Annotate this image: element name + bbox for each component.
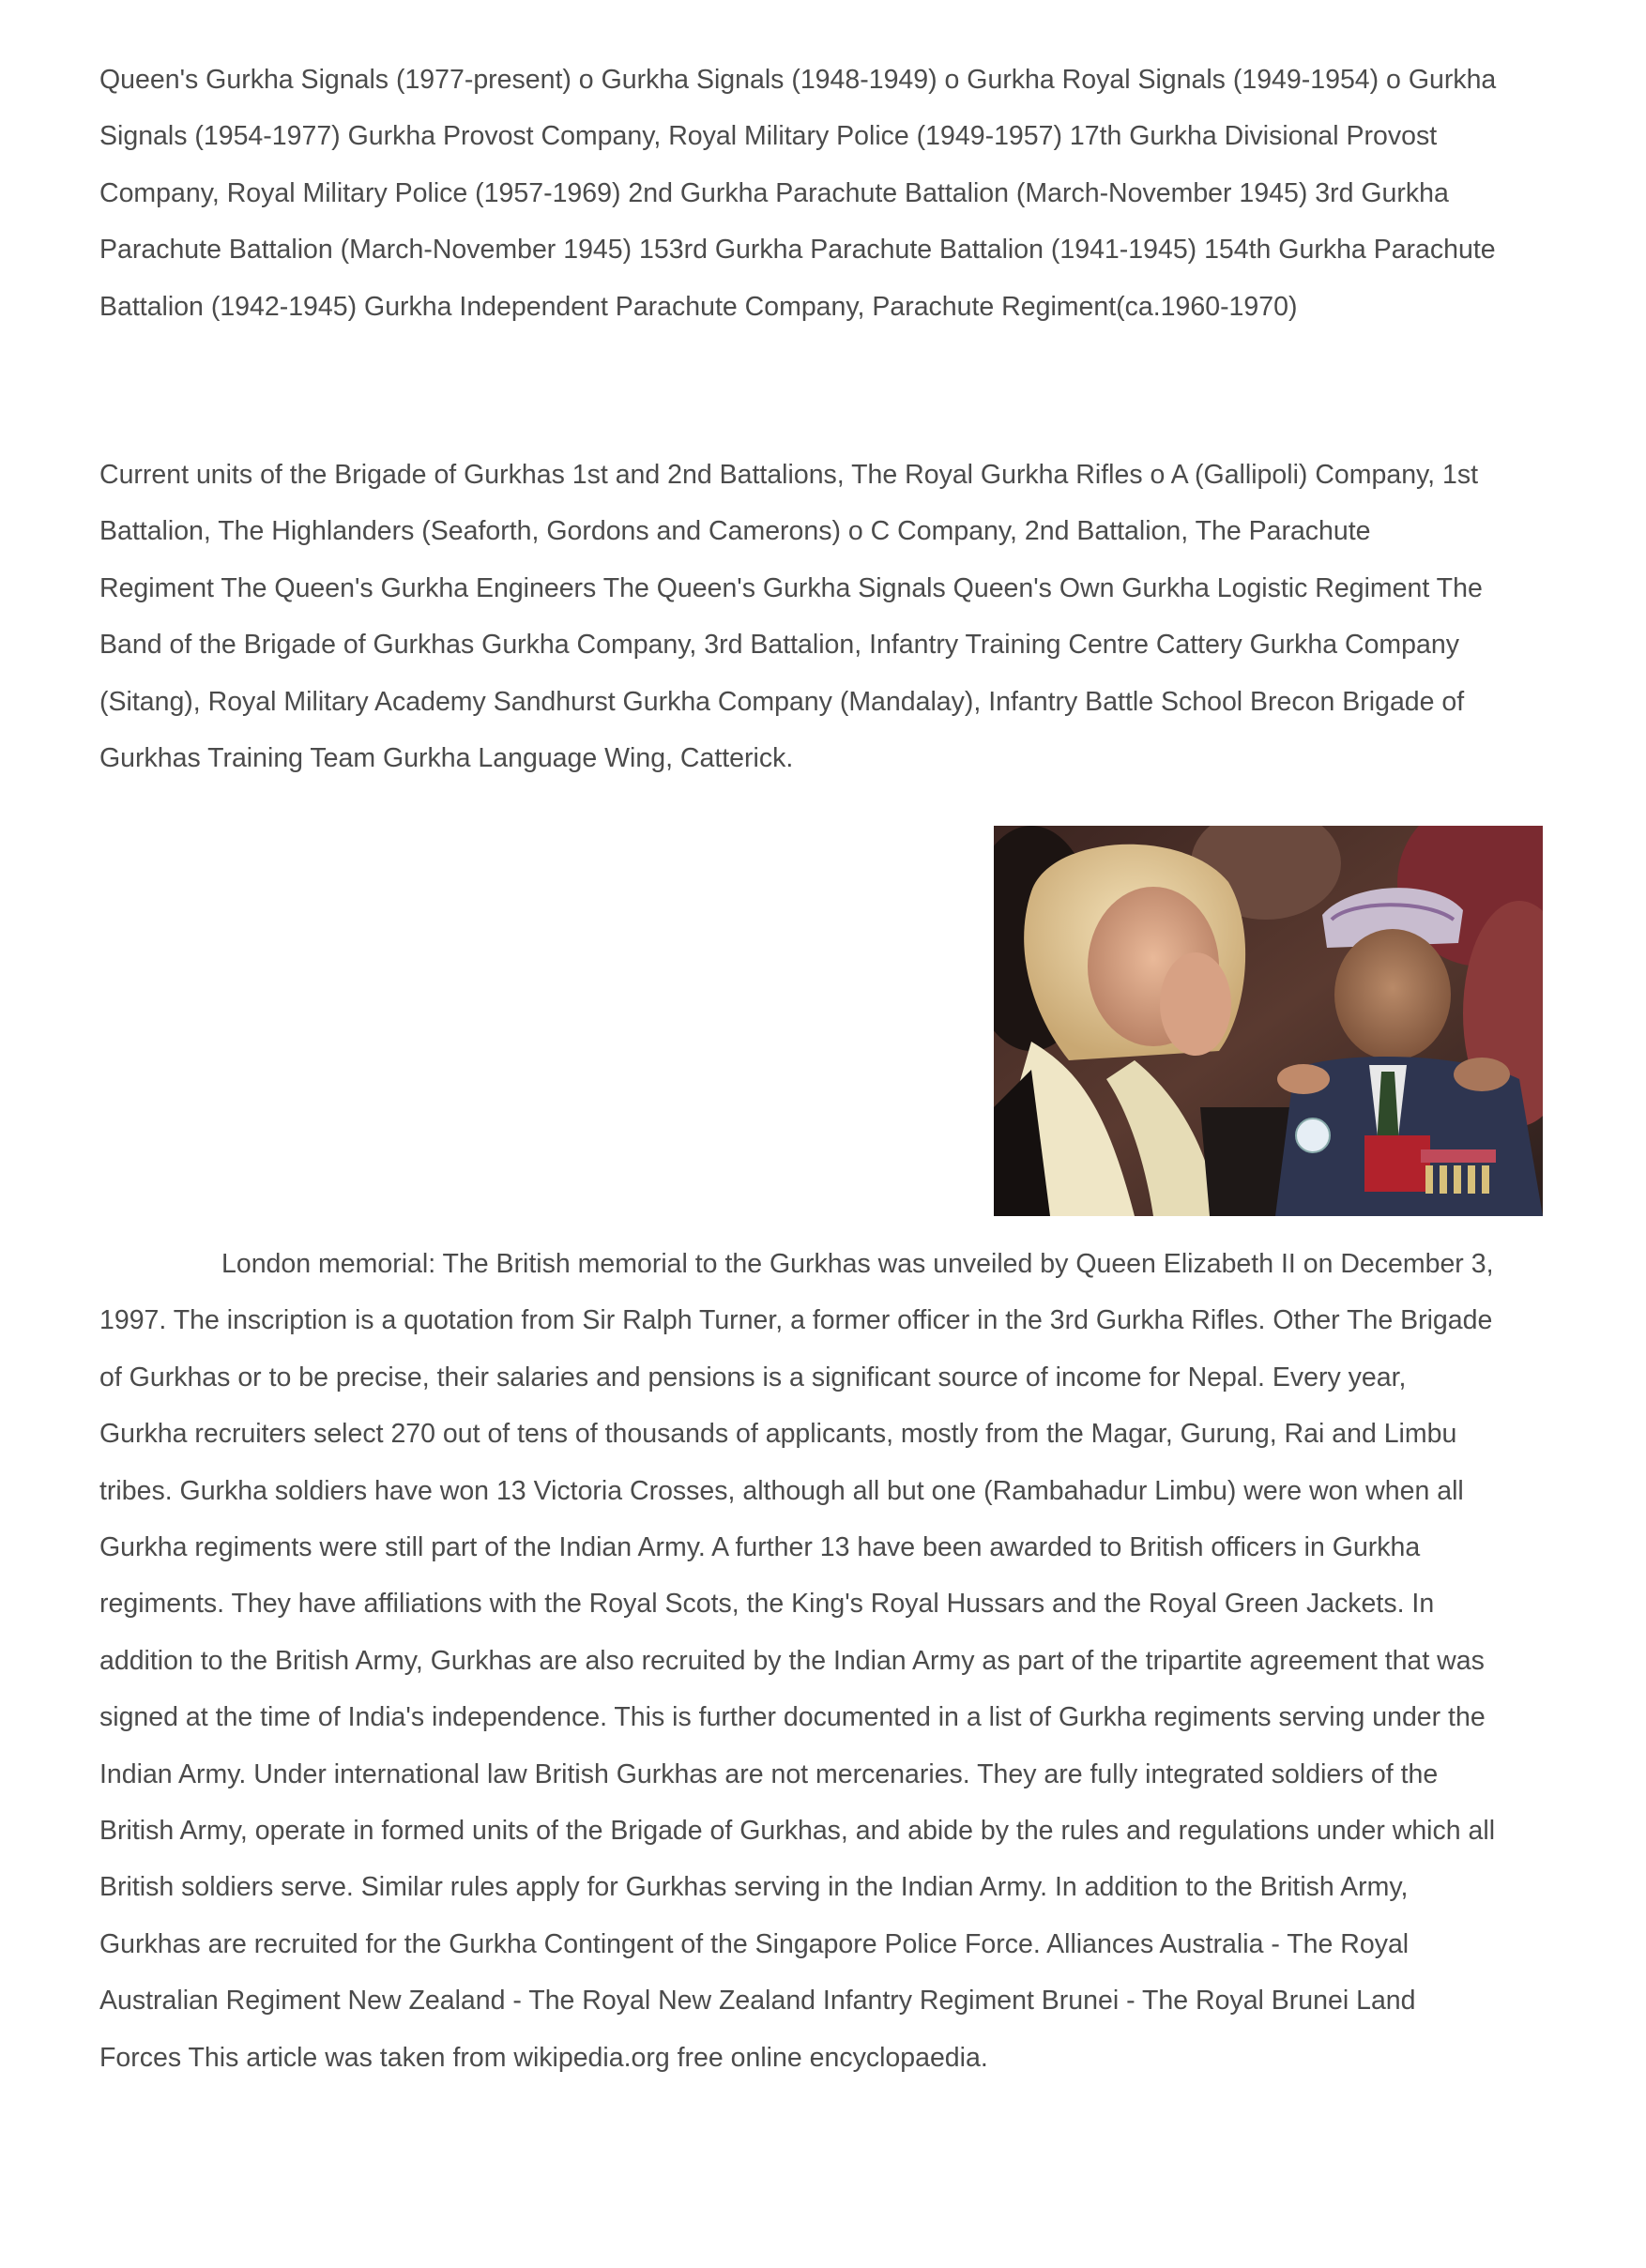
text-line: addition to the British Army, Gurkhas are also recruited by the Indian Army as part of the tripartite agreement that was bbox=[99, 1645, 1485, 1676]
text-line: London memorial: The British memorial to the Gurkhas was unveiled by Queen Elizabeth II on December 3, bbox=[221, 1249, 1494, 1279]
text-line: Parachute Battalion (March-November 1945) 153rd Gurkha Parachute Battalion (1941-1945) 154th Gurkha Parachute bbox=[99, 235, 1496, 266]
text-line: Band of the Brigade of Gurkhas Gurkha Company, 3rd Battalion, Infantry Training Centre Cattery Gurkha Company bbox=[99, 630, 1459, 661]
text-line: of Gurkhas or to be precise, their salaries and pensions is a significant source of income for Nepal. Every year, bbox=[99, 1362, 1407, 1393]
units-history-paragraph bbox=[99, 52, 1552, 335]
text-line: Gurkhas are recruited for the Gurkha Contingent of the Singapore Police Force. Alliances Australia - The Royal bbox=[99, 1928, 1410, 1959]
text-line: Battalion (1942-1945) Gurkha Independent Parachute Company, Parachute Regiment(ca.1960-1970) bbox=[99, 291, 1298, 322]
text-line: Company, Royal Military Police (1957-1969) 2nd Gurkha Parachute Battalion (March-November 1945) 3rd Gurkha bbox=[99, 177, 1449, 208]
text-line: 1997. The inscription is a quotation from Sir Ralph Turner, a former officer in the 3rd Gurkha Rifles. Other The Brigade bbox=[99, 1305, 1493, 1336]
text-line: Signals (1954-1977) Gurkha Provost Company, Royal Military Police (1949-1957) 17th Gurkha Divisional Provost bbox=[99, 121, 1438, 152]
text-line: Queen's Gurkha Signals (1977-present) o Gurkha Signals (1948-1949) o Gurkha Royal Signals (1949-1954) o Gurkha bbox=[99, 65, 1497, 95]
text-line: Gurkha recruiters select 270 out of tens of thousands of applicants, mostly from the Magar, Gurung, Rai and Limbu bbox=[99, 1419, 1457, 1450]
text-line: tribes. Gurkha soldiers have won 13 Victoria Crosses, although all but one (Rambahadur Limbu) were won when all bbox=[99, 1475, 1464, 1506]
text-line: Regiment The Queen's Gurkha Engineers The Queen's Gurkha Signals Queen's Own Gurkha Logistic Regiment The bbox=[99, 572, 1483, 603]
text-line: British soldiers serve. Similar rules apply for Gurkhas serving in the Indian Army. In addition to the British Army, bbox=[99, 1872, 1409, 1903]
text-line: Battalion, The Highlanders (Seaforth, Gordons and Camerons) o C Company, 2nd Battalion, The Parachute bbox=[99, 516, 1371, 547]
text-line: Australian Regiment New Zealand - The Royal New Zealand Infantry Regiment Brunei - The Royal Brunei Land bbox=[99, 1986, 1416, 2017]
text-line: regiments. They have affiliations with the Royal Scots, the King's Royal Hussars and the Royal Green Jackets. In bbox=[99, 1589, 1435, 1620]
text-line: British Army, operate in formed units of the Brigade of Gurkhas, and abide by the rules and regulations under which all bbox=[99, 1816, 1496, 1847]
text-line: Gurkha regiments were still part of the Indian Army. A further 13 have been awarded to British officers in Gurkha bbox=[99, 1532, 1421, 1563]
photo-illustration bbox=[994, 826, 1543, 1216]
text-line: Gurkhas Training Team Gurkha Language Wing, Catterick. bbox=[99, 743, 794, 774]
text-line: Indian Army. Under international law British Gurkhas are not mercenaries. They are fully integrated soldiers of the bbox=[99, 1758, 1439, 1789]
text-line: (Sitang), Royal Military Academy Sandhurst Gurkha Company (Mandalay), Infantry Battle School Brecon Brigade of bbox=[99, 686, 1465, 717]
text-line: Forces This article was taken from wikipedia.org free online encyclopaedia. bbox=[99, 2042, 988, 2073]
gurkha-veteran-photo bbox=[994, 826, 1543, 1216]
text-line: Current units of the Brigade of Gurkhas 1st and 2nd Battalions, The Royal Gurkha Rifles o A (Gallipoli) Company, 1st bbox=[99, 460, 1479, 490]
current-units-paragraph bbox=[99, 447, 1552, 786]
text-line: signed at the time of India's independence. This is further documented in a list of Gurkha regiments serving under the bbox=[99, 1702, 1486, 1733]
memorial-paragraph bbox=[99, 1236, 1552, 2086]
